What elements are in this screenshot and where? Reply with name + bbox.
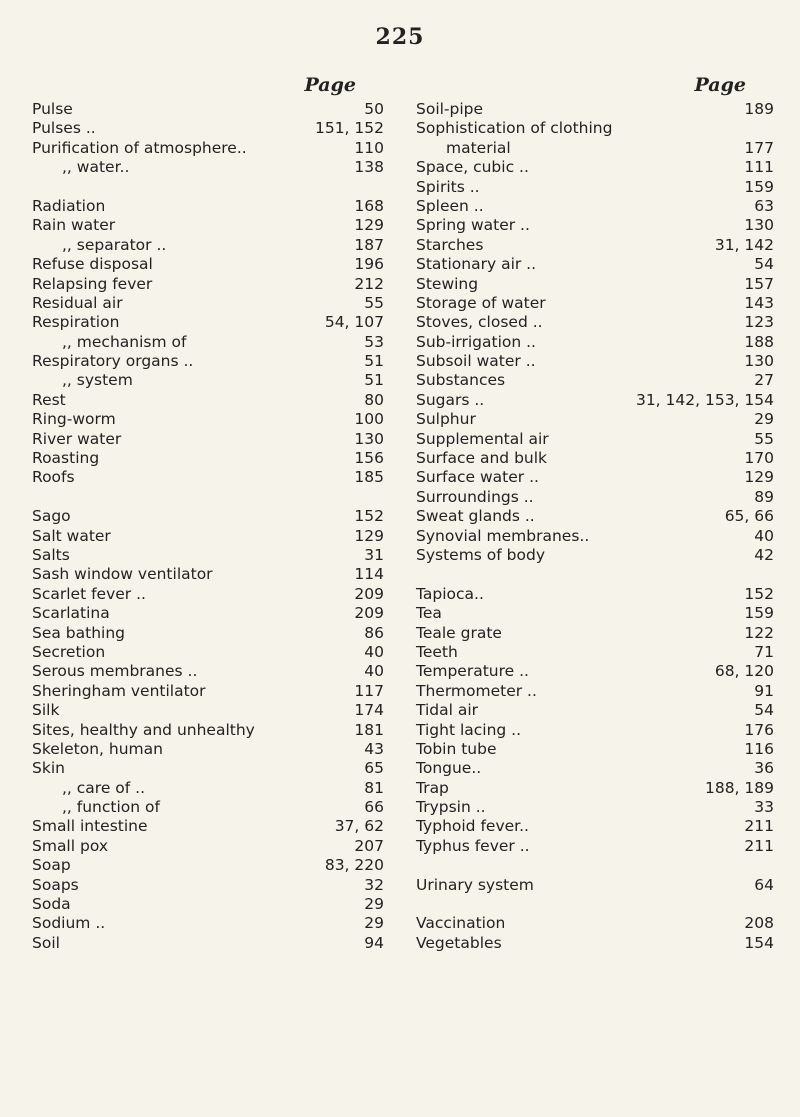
entry-term: Skin xyxy=(32,759,65,778)
index-entry xyxy=(32,604,384,623)
index-entry xyxy=(416,934,774,953)
entry-pages: 89 xyxy=(754,487,774,506)
entry-pages: 55 xyxy=(754,429,774,448)
entry-pages: 43 xyxy=(364,739,384,758)
entry-term: Synovial membranes.. xyxy=(416,526,590,545)
entry-pages: 143 xyxy=(744,293,774,312)
index-entry xyxy=(32,371,384,390)
entry-term: Salts xyxy=(32,545,70,564)
entry-pages: 53 xyxy=(364,332,384,351)
entry-term: ,, care of .. xyxy=(62,778,146,797)
entry-pages: 36 xyxy=(754,759,774,778)
index-entry xyxy=(416,527,774,546)
entry-pages: 209 xyxy=(354,584,384,603)
entry-pages: 159 xyxy=(744,177,774,196)
index-entry xyxy=(416,236,774,255)
entry-pages: 83, 220 xyxy=(324,856,384,875)
entry-term: Small pox xyxy=(32,836,108,855)
index-entry xyxy=(416,178,774,197)
entry-pages: 196 xyxy=(354,255,384,274)
entry-term: Spleen .. xyxy=(416,196,484,215)
entry-term: Scarlet fever .. xyxy=(32,584,146,603)
index-entry xyxy=(416,100,774,119)
entry-pages: 27 xyxy=(754,371,774,390)
entry-term: Stewing xyxy=(416,274,479,293)
index-entry xyxy=(32,585,384,604)
index-entry xyxy=(416,119,774,138)
index-entry xyxy=(32,197,384,216)
entry-term: Sash window ventilator xyxy=(32,565,213,584)
entry-pages: 31, 142 xyxy=(714,235,774,254)
entry-term: Tapioca.. xyxy=(416,584,484,603)
index-entry xyxy=(32,275,384,294)
entry-pages: 54 xyxy=(754,255,774,274)
index-entry xyxy=(32,798,384,817)
entry-pages: 130 xyxy=(354,429,384,448)
entry-pages: 208 xyxy=(744,914,774,933)
entry-pages: 31 xyxy=(364,545,384,564)
entry-pages: 154 xyxy=(744,933,774,952)
entry-term: Spring water .. xyxy=(416,216,530,235)
index-entry xyxy=(32,662,384,681)
index-entry xyxy=(416,837,774,856)
entry-pages: 40 xyxy=(364,662,384,681)
entry-pages: 152 xyxy=(744,584,774,603)
entry-term: Soil xyxy=(32,933,60,952)
entry-pages: 211 xyxy=(744,836,774,855)
section-gap xyxy=(416,565,774,584)
entry-term: Relapsing fever xyxy=(32,274,153,293)
section-gap xyxy=(32,488,384,507)
entry-pages: 63 xyxy=(754,196,774,215)
entry-term: Sheringham ventilator xyxy=(32,681,206,700)
entry-term: Secretion xyxy=(32,642,106,661)
index-entry xyxy=(32,740,384,759)
entry-pages: 188 xyxy=(744,332,774,351)
index-entry xyxy=(416,624,774,643)
index-entry xyxy=(416,216,774,235)
column-header-page: Page xyxy=(304,74,356,96)
index-entry xyxy=(416,546,774,565)
entry-term: Salt water xyxy=(32,526,111,545)
entry-pages: 176 xyxy=(744,720,774,739)
index-entry xyxy=(32,546,384,565)
entry-pages: 159 xyxy=(744,604,774,623)
entry-term: Respiratory organs .. xyxy=(32,352,194,371)
entry-term: Sites, healthy and unhealthy xyxy=(32,720,255,739)
index-entry xyxy=(416,333,774,352)
index-entry xyxy=(416,449,774,468)
entry-pages: 94 xyxy=(364,933,384,952)
entry-term: Supplemental air xyxy=(416,429,549,448)
entry-pages: 64 xyxy=(754,875,774,894)
entry-term: Surface and bulk xyxy=(416,449,548,468)
entry-term: Tea xyxy=(416,604,442,623)
entry-pages: 114 xyxy=(354,565,384,584)
entry-term: Surroundings .. xyxy=(416,487,534,506)
entry-pages: 71 xyxy=(754,642,774,661)
entry-term: Silk xyxy=(32,701,60,720)
entry-pages: 80 xyxy=(364,390,384,409)
entry-term: Tobin tube xyxy=(416,739,497,758)
entry-pages: 100 xyxy=(354,410,384,429)
index-entry xyxy=(32,527,384,546)
entry-pages: 207 xyxy=(354,836,384,855)
index-entry xyxy=(32,294,384,313)
entry-pages: 116 xyxy=(744,739,774,758)
index-entry xyxy=(32,934,384,953)
index-entry xyxy=(32,876,384,895)
index-column-left xyxy=(32,74,384,953)
entry-term: Teeth xyxy=(416,642,458,661)
entry-pages: 151, 152 xyxy=(314,119,384,138)
entry-pages: 111 xyxy=(744,158,774,177)
index-entry xyxy=(416,682,774,701)
index-entry xyxy=(32,391,384,410)
index-entry xyxy=(416,779,774,798)
entry-term: Roasting xyxy=(32,449,100,468)
column-header-page: Page xyxy=(694,74,746,96)
entry-term: Typhus fever .. xyxy=(416,836,530,855)
entry-term: Vaccination xyxy=(416,914,506,933)
entry-pages: 37, 62 xyxy=(334,817,384,836)
index-entry xyxy=(416,604,774,623)
entry-pages: 54, 107 xyxy=(324,313,384,332)
entry-term: Substances xyxy=(416,371,506,390)
entry-term: ,, function of xyxy=(62,798,160,817)
index-entry xyxy=(32,158,384,177)
entry-pages: 157 xyxy=(744,274,774,293)
entry-pages: 29 xyxy=(364,895,384,914)
entry-term: Rain water xyxy=(32,216,116,235)
entry-term: Sweat glands .. xyxy=(416,507,535,526)
entry-pages: 209 xyxy=(354,604,384,623)
entry-term: ,, water.. xyxy=(62,158,130,177)
entry-term: Space, cubic .. xyxy=(416,158,529,177)
entry-term: Sulphur xyxy=(416,410,476,429)
index-entry xyxy=(32,643,384,662)
entry-term: Storage of water xyxy=(416,293,546,312)
entry-term: Stoves, closed .. xyxy=(416,313,543,332)
entry-term: Tongue.. xyxy=(416,759,482,778)
index-entry xyxy=(416,701,774,720)
entry-pages: 122 xyxy=(744,623,774,642)
entry-term: Tight lacing .. xyxy=(416,720,522,739)
index-entry xyxy=(32,430,384,449)
index-entry xyxy=(416,275,774,294)
entry-pages: 51 xyxy=(364,352,384,371)
index-entry xyxy=(416,371,774,390)
index-entry xyxy=(32,139,384,158)
index-entry xyxy=(32,779,384,798)
index-entry xyxy=(32,119,384,138)
entry-pages: 65 xyxy=(364,759,384,778)
entry-list xyxy=(416,100,774,953)
entry-term: Sophistication of clothing xyxy=(416,119,613,138)
entry-term: Soda xyxy=(32,895,71,914)
entry-pages: 138 xyxy=(354,158,384,177)
index-entry xyxy=(416,468,774,487)
entry-pages: 40 xyxy=(754,526,774,545)
entry-pages: 185 xyxy=(354,468,384,487)
entry-pages: 188, 189 xyxy=(704,778,774,797)
entry-term: Thermometer .. xyxy=(416,681,537,700)
entry-pages: 123 xyxy=(744,313,774,332)
entry-pages: 42 xyxy=(754,545,774,564)
index-entry xyxy=(32,624,384,643)
entry-pages: 170 xyxy=(744,449,774,468)
entry-term: Sago xyxy=(32,507,71,526)
index-entry xyxy=(32,507,384,526)
entry-term: Sugars .. xyxy=(416,390,485,409)
index-entry xyxy=(416,585,774,604)
entry-term: Teale grate xyxy=(416,623,502,642)
entry-pages: 31, 142, 153, 154 xyxy=(635,390,774,409)
entry-term: Soap xyxy=(32,856,71,875)
index-entry xyxy=(416,817,774,836)
entry-term: Starches xyxy=(416,235,484,254)
index-entry xyxy=(32,333,384,352)
index-entry xyxy=(416,139,774,158)
entry-term: ,, system xyxy=(62,371,133,390)
entry-term: Sub-irrigation .. xyxy=(416,332,536,351)
entry-term: Roofs xyxy=(32,468,75,487)
entry-term: Scarlatina xyxy=(32,604,110,623)
page-number: 225 xyxy=(375,24,425,50)
index-entry xyxy=(416,391,774,410)
section-gap xyxy=(32,178,384,197)
entry-pages: 156 xyxy=(354,449,384,468)
entry-pages: 33 xyxy=(754,798,774,817)
entry-term: Respiration xyxy=(32,313,120,332)
entry-pages: 129 xyxy=(744,468,774,487)
entry-term: Sea bathing xyxy=(32,623,126,642)
entry-term: Temperature .. xyxy=(416,662,529,681)
index-entry xyxy=(416,876,774,895)
index-entry xyxy=(416,643,774,662)
entry-term: Soil-pipe xyxy=(416,100,484,118)
entry-term: Refuse disposal xyxy=(32,255,153,274)
index-entry xyxy=(32,837,384,856)
entry-term: Systems of body xyxy=(416,545,546,564)
entry-pages: 189 xyxy=(744,100,774,118)
section-gap xyxy=(416,895,774,914)
entry-term: Spirits .. xyxy=(416,177,480,196)
entry-term: ,, mechanism of xyxy=(62,332,187,351)
index-entry xyxy=(416,158,774,177)
index-entry xyxy=(32,817,384,836)
entry-pages: 81 xyxy=(364,778,384,797)
index-column-right xyxy=(416,74,774,953)
entry-term: Urinary system xyxy=(416,875,534,894)
entry-pages: 211 xyxy=(744,817,774,836)
entry-pages: 66 xyxy=(364,798,384,817)
entry-pages: 51 xyxy=(364,371,384,390)
entry-pages: 187 xyxy=(354,235,384,254)
entry-pages: 50 xyxy=(364,100,384,118)
entry-term: Radiation xyxy=(32,196,106,215)
entry-term: Small intestine xyxy=(32,817,148,836)
entry-term: Trypsin .. xyxy=(416,798,486,817)
index-entry xyxy=(32,914,384,933)
index-entry xyxy=(32,759,384,778)
entry-term: Skeleton, human xyxy=(32,739,163,758)
index-entry xyxy=(32,410,384,429)
entry-pages: 130 xyxy=(744,352,774,371)
entry-term: Subsoil water .. xyxy=(416,352,536,371)
entry-pages: 91 xyxy=(754,681,774,700)
index-entry xyxy=(416,662,774,681)
entry-term: ,, separator .. xyxy=(62,235,167,254)
entry-list xyxy=(32,100,384,953)
index-entry xyxy=(32,313,384,332)
entry-pages: 32 xyxy=(364,875,384,894)
entry-term: Typhoid fever.. xyxy=(416,817,529,836)
index-entry xyxy=(416,740,774,759)
index-entry xyxy=(32,352,384,371)
index-entry xyxy=(416,488,774,507)
entry-pages: 181 xyxy=(354,720,384,739)
entry-pages: 29 xyxy=(364,914,384,933)
entry-term: Trap xyxy=(416,778,449,797)
index-entry xyxy=(416,197,774,216)
entry-term: Tidal air xyxy=(416,701,479,720)
entry-term: Residual air xyxy=(32,293,123,312)
entry-pages: 212 xyxy=(354,274,384,293)
index-entry xyxy=(416,352,774,371)
entry-pages: 65, 66 xyxy=(724,507,774,526)
index-entry xyxy=(416,294,774,313)
index-entry xyxy=(32,255,384,274)
entry-term: Sodium .. xyxy=(32,914,106,933)
entry-pages: 129 xyxy=(354,216,384,235)
entry-term: material xyxy=(446,138,511,157)
entry-pages: 54 xyxy=(754,701,774,720)
entry-term: Pulse xyxy=(32,100,73,118)
entry-term: Surface water .. xyxy=(416,468,539,487)
entry-term: Rest xyxy=(32,390,66,409)
index-entry xyxy=(416,410,774,429)
index-entry xyxy=(32,449,384,468)
index-entry xyxy=(32,682,384,701)
index-entry xyxy=(32,565,384,584)
index-entry xyxy=(416,313,774,332)
entry-pages: 86 xyxy=(364,623,384,642)
index-entry xyxy=(32,236,384,255)
entry-pages: 29 xyxy=(754,410,774,429)
index-entry xyxy=(416,430,774,449)
entry-term: Ring-worm xyxy=(32,410,116,429)
entry-term: Serous membranes .. xyxy=(32,662,198,681)
entry-pages: 152 xyxy=(354,507,384,526)
entry-term: Vegetables xyxy=(416,933,502,952)
entry-pages: 177 xyxy=(744,138,774,157)
section-gap xyxy=(416,856,774,875)
index-entry xyxy=(32,216,384,235)
index-entry xyxy=(32,468,384,487)
entry-term: River water xyxy=(32,429,122,448)
entry-term: Soaps xyxy=(32,875,79,894)
entry-pages: 117 xyxy=(354,681,384,700)
index-entry xyxy=(416,759,774,778)
entry-pages: 110 xyxy=(354,138,384,157)
index-entry xyxy=(416,721,774,740)
index-entry xyxy=(32,721,384,740)
index-entry xyxy=(32,701,384,720)
index-entry xyxy=(32,895,384,914)
entry-pages: 40 xyxy=(364,642,384,661)
index-entry xyxy=(416,798,774,817)
entry-term: Stationary air .. xyxy=(416,255,537,274)
index-entry xyxy=(416,507,774,526)
entry-pages: 130 xyxy=(744,216,774,235)
index-entry xyxy=(416,255,774,274)
entry-pages: 174 xyxy=(354,701,384,720)
index-entry xyxy=(416,914,774,933)
entry-term: Pulses .. xyxy=(32,119,96,138)
entry-pages: 129 xyxy=(354,526,384,545)
entry-term: Purification of atmosphere.. xyxy=(32,138,247,157)
entry-pages: 168 xyxy=(354,196,384,215)
entry-pages: 68, 120 xyxy=(714,662,774,681)
entry-pages: 55 xyxy=(364,293,384,312)
index-entry xyxy=(32,856,384,875)
index-entry xyxy=(32,100,384,119)
